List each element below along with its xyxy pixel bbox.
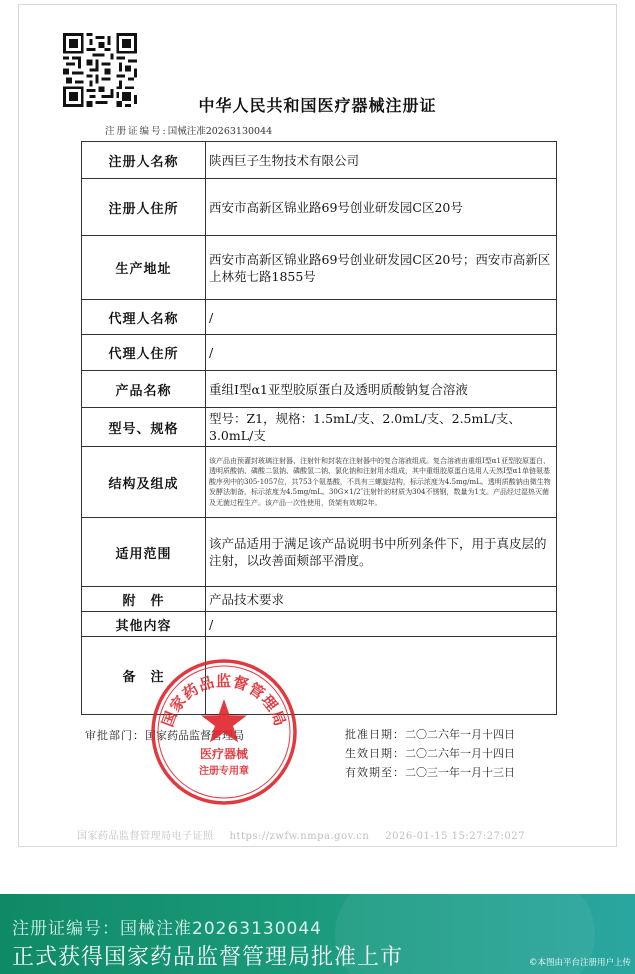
approval-date-label: 批准日期：	[345, 728, 405, 741]
row-value-registrant-name: 陕西巨子生物技术有限公司	[206, 142, 557, 179]
row-value-registrant-address: 西安市高新区锦业路69号创业研发园C区20号	[206, 179, 557, 236]
cert-number-label: 注册证编号:	[105, 126, 168, 137]
footer-url[interactable]: https://zwfw.nmpa.gov.cn	[229, 831, 370, 842]
seal-ring-text: 国家药品监督管理局	[158, 672, 290, 730]
table-row	[82, 408, 557, 447]
row-label-remarks: 备 注	[82, 637, 206, 715]
row-label-other: 其他内容	[82, 612, 206, 637]
table-row	[82, 371, 557, 408]
e-license-footer	[77, 827, 541, 842]
certificate-table	[81, 141, 557, 715]
row-label-registrant-name: 注册人名称	[82, 142, 206, 179]
dates-block	[345, 725, 515, 782]
footer-agency: 国家药品监督管理局电子证照	[77, 831, 214, 842]
row-value-agent-address: /	[206, 335, 557, 371]
seal-star-icon	[201, 699, 247, 742]
row-value-scope: 该产品适用于满足该产品说明书中所列条件下，用于真皮层的注射，以改善面颊部平滑度。	[206, 518, 557, 587]
effective-date-line	[345, 744, 515, 763]
table-row	[82, 335, 557, 371]
table-row	[82, 447, 557, 518]
certificate-title: 中华人民共和国医疗器械注册证	[198, 96, 437, 115]
promo-banner	[0, 894, 635, 974]
expiry-date: 二〇三一年一月十三日	[405, 766, 515, 779]
row-value-production-address: 西安市高新区锦业路69号创业研发园C区20号；西安市高新区上林苑七路1855号	[206, 236, 557, 300]
table-row	[82, 587, 557, 612]
row-label-registrant-address: 注册人住所	[82, 179, 206, 236]
approver-value: 国家药品监督管理局	[145, 729, 244, 742]
effective-date-label: 生效日期：	[345, 747, 405, 760]
cert-number: 国械注准20263130044	[167, 126, 273, 137]
table-row	[82, 142, 557, 179]
table-row	[82, 612, 557, 637]
row-label-structure: 结构及组成	[82, 447, 206, 518]
table-row	[82, 300, 557, 335]
row-label-scope: 适用范围	[82, 518, 206, 587]
approval-date: 二〇二六年一月十四日	[405, 728, 515, 741]
row-label-product-name: 产品名称	[82, 371, 206, 408]
registration-certificate	[18, 4, 617, 847]
row-value-model-spec: 型号：Z1，规格：1.5mL/支、2.0mL/支、2.5mL/支、3.0mL/支	[206, 408, 557, 447]
row-label-agent-name: 代理人名称	[82, 300, 206, 335]
footer-timestamp: 2026-01-15 15:27:27:027	[385, 831, 525, 842]
row-value-other: /	[206, 612, 557, 637]
row-label-model-spec: 型号、规格	[82, 408, 206, 447]
expiry-date-line	[345, 763, 515, 782]
approval-date-line	[345, 725, 515, 744]
effective-date: 二〇二六年一月十四日	[405, 747, 515, 760]
row-label-agent-address: 代理人住所	[82, 335, 206, 371]
row-value-structure: 该产品由预灌封玻璃注射器、注射针和封装在注射器中的复合溶液组成。复合溶液由重组Ⅰ型α1亚型胶原蛋白、透明质酸钠、磷酸二氢钠、磷酸氢二钠、氯化钠和注射用水组成，其中重组胶原蛋白选用人天然Ⅰ型α1单链氨基酸序列中的305-1057位，共753个氨基酸，不具有三螺旋结构，标示浓度为4.5mg/mL。透明质酸钠由微生物发酵法制备，标示浓度为4.5mg/mL。30G×1/2″注射针的材质为304不锈钢，数量为1支。产品经过湿热灭菌及无菌过程生产。该产品一次性使用，货架有效期2年。	[206, 447, 557, 518]
row-value-agent-name: /	[206, 300, 557, 335]
row-value-product-name: 重组Ⅰ型α1亚型胶原蛋白及透明质酸钠复合溶液	[206, 371, 557, 408]
banner-cert-number: 注册证编号：国械注准20263130044	[12, 919, 322, 939]
table-row	[82, 518, 557, 587]
row-label-attachment: 附 件	[82, 587, 206, 612]
table-row	[82, 236, 557, 300]
banner-copyright-note: ©本图由平台注册用户上传	[528, 958, 631, 968]
row-value-attachment: 产品技术要求	[206, 587, 557, 612]
table-row	[82, 179, 557, 236]
expiry-date-label: 有效期至：	[345, 766, 405, 779]
seal-center-line-2: 注册专用章	[199, 766, 249, 777]
cert-number-line	[105, 123, 272, 137]
seal-center-line-1: 医疗器械	[199, 747, 249, 761]
official-seal-icon	[149, 657, 299, 807]
approver-label: 审批部门：	[85, 729, 145, 742]
banner-headline: 正式获得国家药品监督管理局批准上市	[12, 945, 404, 970]
row-label-production-address: 生产地址	[82, 236, 206, 300]
